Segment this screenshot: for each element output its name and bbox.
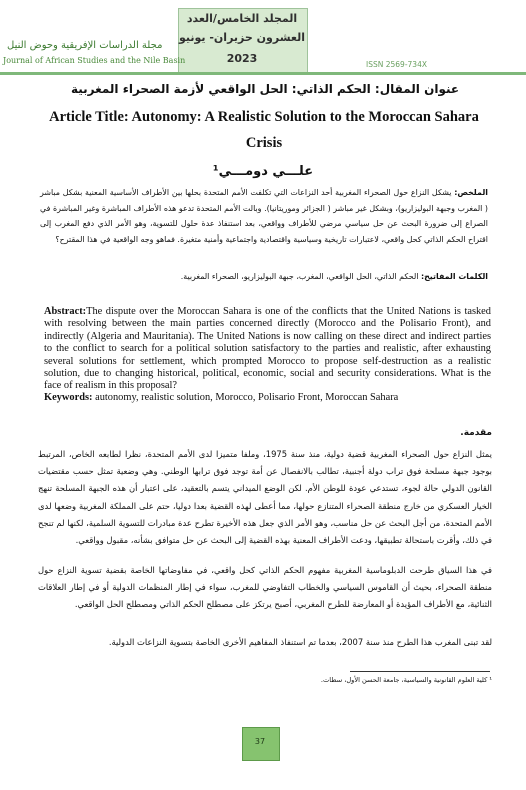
body-paragraph: في هذا السياق طرحت الدبلوماسية المغربية مفهوم الحكم الذاتي كحل واقعي، في مفاوضاتها الخاصة بقضية تسوية النزاع حول منطقة الصحراء، بحيث أن القاموس السياسي والخطاب التفاوضي للمغرب، سواء في إطار المنظمات الدولية أو في إطار العلاقات الثنائية، مع الأطراف المؤيدة أو المعارضة للطرح المغربي، أصبح يرتكز على مصطلح الحكم الذاتي ومصطلح الحل الواقعي. bbox=[38, 565, 492, 610]
keywords-arabic-label: الكلمات المفاتيح: bbox=[420, 272, 488, 281]
journal-name-english: Journal of African Studies and the Nile Basin bbox=[3, 56, 186, 65]
keywords-english-text: autonomy, realistic solution, Morocco, Polisario Front, Moroccan Sahara bbox=[95, 392, 399, 403]
keywords-arabic-text: الحكم الذاتي، الحل الواقعي، المغرب، جبهة البوليزاريو، الصحراء المغربية. bbox=[180, 272, 419, 281]
journal-name-arabic: مجلة الدراسات الإفريقية وحوض النيل bbox=[7, 40, 163, 51]
introduction-heading: مقدمة. bbox=[460, 428, 492, 438]
article-title-english: Article Title: Autonomy: A Realistic Solution to the Moroccan Sahara Crisis bbox=[49, 109, 479, 151]
page-number: 37 bbox=[254, 737, 266, 746]
footnote: ¹ كلية العلوم القانونية والسياسية، جامعة الحسن الأول، سطات. bbox=[320, 676, 492, 684]
footnote-divider bbox=[350, 671, 490, 672]
abstract-english-label: Abstract: bbox=[44, 306, 87, 317]
abstract-arabic-text: يشكل النزاع حول الصحراء المغربية أحد النزاعات التي تكلفت الأمم المتحدة بحلها بين الأطراف الأساسية المعنية بشكل مباشر ( المغرب وجبهة البوليزاريو)، وبشكل غير مباشر ( الجزائر وموريتانيا). وبالت الأمم المتحدة تدعو هذه الأطراف المباشرة وغير المباشرة في الصراع إلى ضرورة البحث عن حل سياسي مرضي للأطراف وواقعي، بعد استنفاذ عدة حلول للتسوية، وهو الأمر الذي دفع المغرب إلى اقتراح الحكم الذاتي كحل واقعي، لاعتبارات تاريخية وسياسية واقتصادية واجتماعية وأمنية متغيرة. فماهو وجه الواقعية في هذا المقترح؟ bbox=[40, 188, 488, 244]
issue-date-label: العشرون حزيران- يونيو bbox=[178, 31, 306, 44]
header-divider bbox=[0, 72, 526, 75]
abstract-arabic bbox=[40, 185, 488, 247]
abstract-english-text: The dispute over the Moroccan Sahara is one of the conflicts that the United Nations is tasked with resolving between the main parties concerned directly (Morocco and the Polisario Front), and indirectly (Algeria and Mauritania). The United Nations is now calling on these direct and indirect parties to the conflict to search for a political solution satisfactory to the parties and realistic, after exhausting several solutions for settlement, which prompted Morocco to propose self-destruction as a realistic solution, due to changing historical, political, economic, social and security considerations. What is the face of realism in this proposal? bbox=[44, 306, 491, 392]
body-paragraph: لقد تبنى المغرب هذا الطرح منذ سنة 2007، بعدما تم استنفاذ المفاهيم الأخرى الخاصة بتسوية النزاعات الدولية. bbox=[108, 637, 492, 647]
keywords-arabic bbox=[40, 272, 488, 281]
page-header bbox=[0, 0, 526, 78]
keywords-english-label: Keywords: bbox=[44, 392, 93, 403]
article-title-arabic: عنوان المقال: الحكم الذاتي: الحل الواقعي لأزمة الصحراء المغربية bbox=[70, 82, 460, 96]
abstract-arabic-label: الملخص: bbox=[454, 188, 488, 197]
volume-issue-label: المجلد الخامس/العدد bbox=[186, 12, 298, 25]
body-paragraph: يمثل النزاع حول الصحراء المغربية قضية دولية، منذ سنة 1975، وملفا متميزا لدى الأمم المتحدة، نظرا لطابعه الخاص، المرتبط بوجود جبهة مسلحة فوق تراب دولة أجنبية، تطالب بالانفصال عن أمة توجد فوق ترابها الوطني. وهي وضعية تمثل حسب مقتضيات القانون الدولي حالة لجوء، تستدعي عودة للوطن الأم. لكن الوضع الميداني يتسم بالتعقيد، على اعتبار أن هذه الجبهة المسلحة تنهج الخيار العسكري من خارج منطقة الصحراء المتنازع حولها، مما أعطى لهذه القضية بعدا دوليا، حتم على المملكة المغربية وضعها لدى الأمم المتحدة، من أجل البحث عن حل مناسب، وهو الأمر الذي جعل هذه الأخيرة تطرح عدة مبادرات للتسوية السلمية، لكنها لم تنجح في ذلك، وأقرت باستحالة تطبيقها، ودعت الأطراف المعنية بهذه القضية إلى البحث عن حل متوافق بشأنه، مقبول وواقعي. bbox=[38, 449, 492, 546]
issn-label: ISSN 2569-734X bbox=[366, 60, 427, 69]
author-name: علـــي دومـــي¹ bbox=[212, 164, 314, 179]
issue-year: 2023 bbox=[226, 52, 258, 65]
keywords-english bbox=[44, 392, 491, 404]
abstract-english bbox=[44, 306, 491, 393]
